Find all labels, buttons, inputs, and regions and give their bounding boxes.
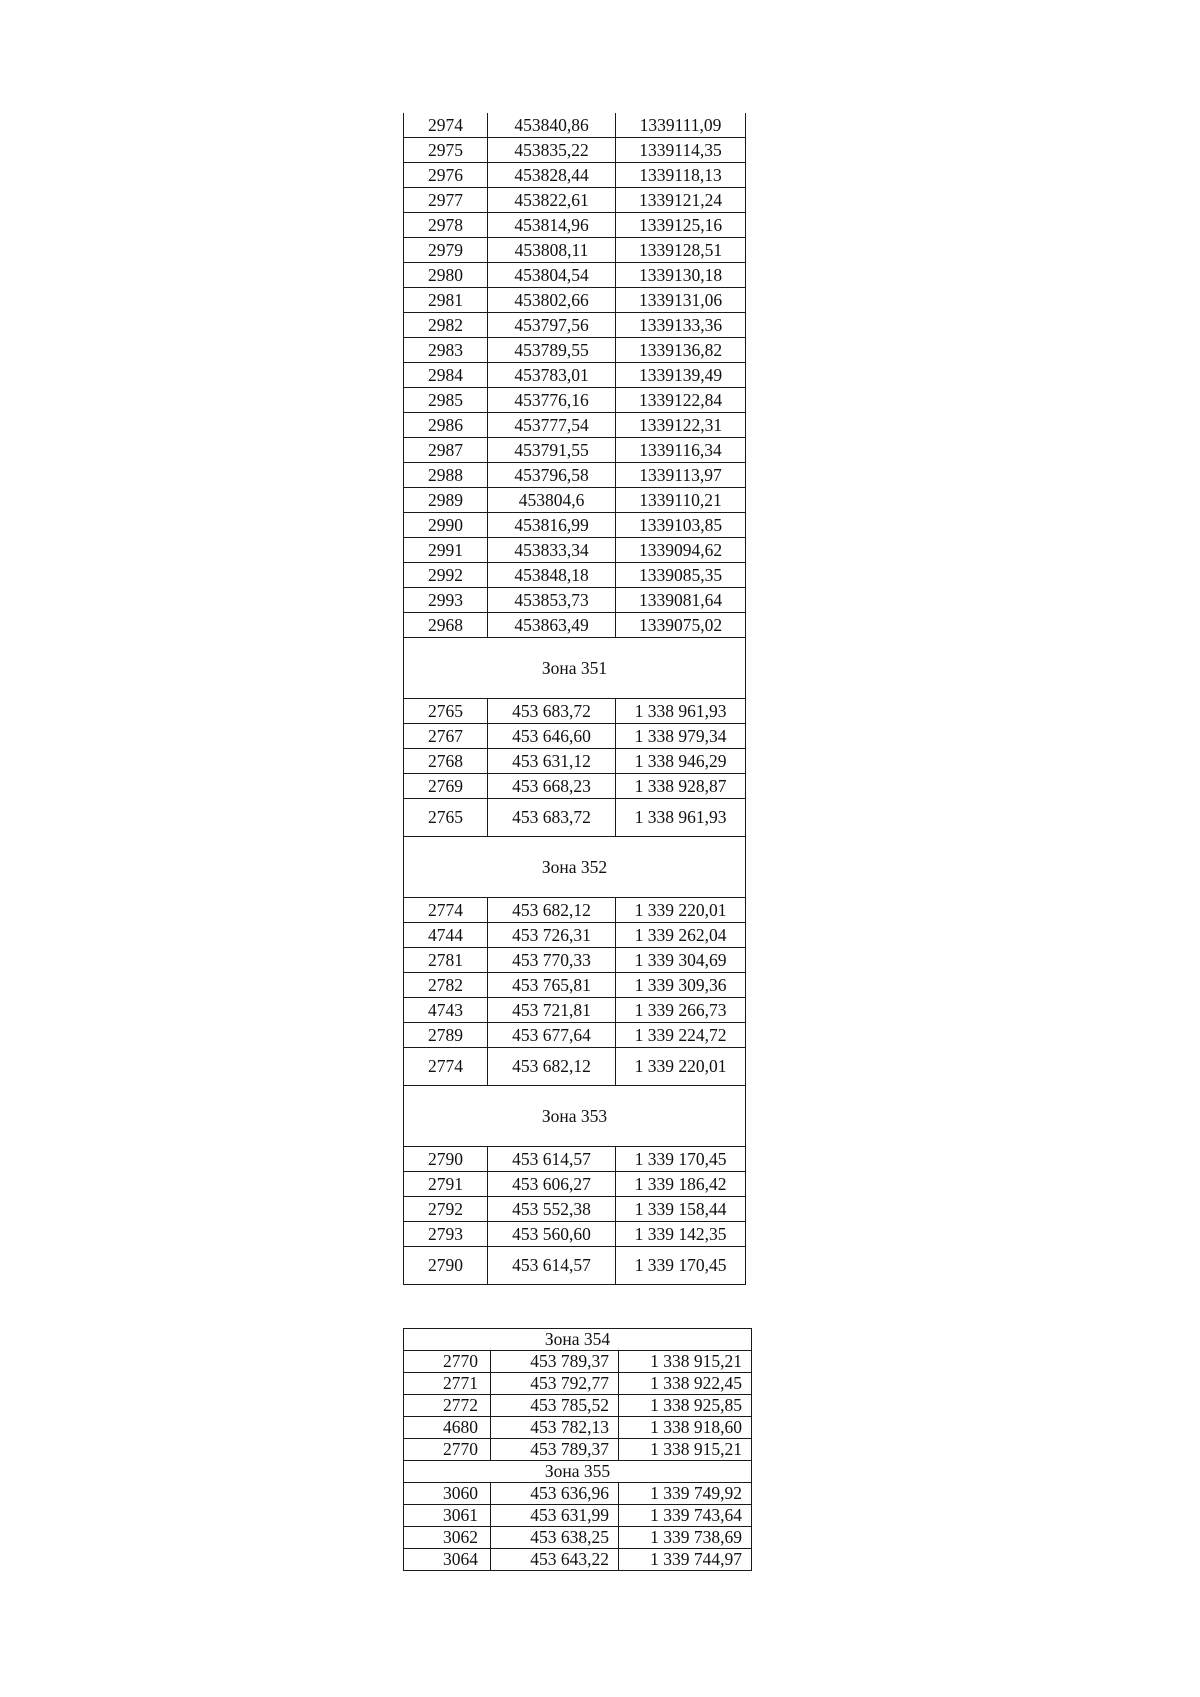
table-row xyxy=(404,188,746,213)
y-coordinate-cell: 1339122,84 xyxy=(616,388,746,413)
y-coordinate-cell: 1 339 220,01 xyxy=(616,1048,746,1086)
table-row xyxy=(404,1439,752,1461)
point-number-cell: 3062 xyxy=(404,1527,491,1549)
x-coordinate-cell: 453776,16 xyxy=(488,388,616,413)
point-number-cell: 2767 xyxy=(404,724,488,749)
point-number-cell: 2765 xyxy=(404,699,488,724)
x-coordinate-cell: 453 677,64 xyxy=(488,1023,616,1048)
table-row xyxy=(404,1247,746,1285)
table-row xyxy=(404,1483,752,1505)
zone-heading: Зона 355 xyxy=(404,1461,752,1483)
point-number-cell: 2976 xyxy=(404,163,488,188)
zone-heading-row xyxy=(404,1329,752,1351)
y-coordinate-cell: 1 338 915,21 xyxy=(619,1351,752,1373)
x-coordinate-cell: 453 614,57 xyxy=(488,1147,616,1172)
table-row xyxy=(404,313,746,338)
x-coordinate-cell: 453 726,31 xyxy=(488,923,616,948)
table-row xyxy=(404,263,746,288)
y-coordinate-cell: 1339131,06 xyxy=(616,288,746,313)
y-coordinate-cell: 1339136,82 xyxy=(616,338,746,363)
y-coordinate-cell: 1339125,16 xyxy=(616,213,746,238)
point-number-cell: 2980 xyxy=(404,263,488,288)
point-number-cell: 2772 xyxy=(404,1395,491,1417)
y-coordinate-cell: 1 338 925,85 xyxy=(619,1395,752,1417)
x-coordinate-cell: 453 560,60 xyxy=(488,1222,616,1247)
point-number-cell: 2774 xyxy=(404,1048,488,1086)
x-coordinate-cell: 453 782,13 xyxy=(491,1417,619,1439)
point-number-cell: 2793 xyxy=(404,1222,488,1247)
coordinates-table-compact-body xyxy=(404,1329,752,1571)
y-coordinate-cell: 1339094,62 xyxy=(616,538,746,563)
table-row xyxy=(404,538,746,563)
y-coordinate-cell: 1339133,36 xyxy=(616,313,746,338)
x-coordinate-cell: 453 552,38 xyxy=(488,1197,616,1222)
x-coordinate-cell: 453840,86 xyxy=(488,113,616,138)
table-row xyxy=(404,488,746,513)
point-number-cell: 2993 xyxy=(404,588,488,613)
point-number-cell: 2984 xyxy=(404,363,488,388)
table-row xyxy=(404,588,746,613)
table-row xyxy=(404,1549,752,1571)
x-coordinate-cell: 453 683,72 xyxy=(488,799,616,837)
x-coordinate-cell: 453 646,60 xyxy=(488,724,616,749)
y-coordinate-cell: 1 338 961,93 xyxy=(616,699,746,724)
point-number-cell: 2978 xyxy=(404,213,488,238)
y-coordinate-cell: 1 339 749,92 xyxy=(619,1483,752,1505)
x-coordinate-cell: 453 792,77 xyxy=(491,1373,619,1395)
point-number-cell: 2770 xyxy=(404,1351,491,1373)
y-coordinate-cell: 1339139,49 xyxy=(616,363,746,388)
point-number-cell: 4680 xyxy=(404,1417,491,1439)
y-coordinate-cell: 1339114,35 xyxy=(616,138,746,163)
y-coordinate-cell: 1 338 946,29 xyxy=(616,749,746,774)
y-coordinate-cell: 1 338 928,87 xyxy=(616,774,746,799)
y-coordinate-cell: 1 339 170,45 xyxy=(616,1147,746,1172)
y-coordinate-cell: 1339130,18 xyxy=(616,263,746,288)
y-coordinate-cell: 1339116,34 xyxy=(616,438,746,463)
coordinates-table xyxy=(403,113,746,1285)
x-coordinate-cell: 453797,56 xyxy=(488,313,616,338)
coordinates-table-compact xyxy=(403,1328,752,1571)
table-row xyxy=(404,1023,746,1048)
table-row xyxy=(404,1351,752,1373)
point-number-cell: 2974 xyxy=(404,113,488,138)
point-number-cell: 2771 xyxy=(404,1373,491,1395)
y-coordinate-cell: 1 339 309,36 xyxy=(616,973,746,998)
x-coordinate-cell: 453848,18 xyxy=(488,563,616,588)
table-row xyxy=(404,973,746,998)
table-row xyxy=(404,338,746,363)
point-number-cell: 2790 xyxy=(404,1147,488,1172)
x-coordinate-cell: 453853,73 xyxy=(488,588,616,613)
y-coordinate-cell: 1339122,31 xyxy=(616,413,746,438)
table-row xyxy=(404,1395,752,1417)
table-row xyxy=(404,363,746,388)
y-coordinate-cell: 1339075,02 xyxy=(616,613,746,638)
y-coordinate-cell: 1339085,35 xyxy=(616,563,746,588)
table-row xyxy=(404,1048,746,1086)
x-coordinate-cell: 453808,11 xyxy=(488,238,616,263)
table-row xyxy=(404,699,746,724)
y-coordinate-cell: 1 339 142,35 xyxy=(616,1222,746,1247)
y-coordinate-cell: 1 339 738,69 xyxy=(619,1527,752,1549)
table-row xyxy=(404,1197,746,1222)
zone-heading: Зона 352 xyxy=(404,837,746,898)
point-number-cell: 2981 xyxy=(404,288,488,313)
x-coordinate-cell: 453789,55 xyxy=(488,338,616,363)
table-row xyxy=(404,898,746,923)
y-coordinate-cell: 1 339 743,64 xyxy=(619,1505,752,1527)
point-number-cell: 3061 xyxy=(404,1505,491,1527)
x-coordinate-cell: 453791,55 xyxy=(488,438,616,463)
point-number-cell: 2789 xyxy=(404,1023,488,1048)
point-number-cell: 2990 xyxy=(404,513,488,538)
x-coordinate-cell: 453804,6 xyxy=(488,488,616,513)
y-coordinate-cell: 1339103,85 xyxy=(616,513,746,538)
y-coordinate-cell: 1 338 915,21 xyxy=(619,1439,752,1461)
y-coordinate-cell: 1339111,09 xyxy=(616,113,746,138)
zone-heading: Зона 351 xyxy=(404,638,746,699)
x-coordinate-cell: 453 770,33 xyxy=(488,948,616,973)
x-coordinate-cell: 453814,96 xyxy=(488,213,616,238)
table-row xyxy=(404,563,746,588)
point-number-cell: 2983 xyxy=(404,338,488,363)
x-coordinate-cell: 453 682,12 xyxy=(488,898,616,923)
x-coordinate-cell: 453802,66 xyxy=(488,288,616,313)
point-number-cell: 4744 xyxy=(404,923,488,948)
x-coordinate-cell: 453 682,12 xyxy=(488,1048,616,1086)
y-coordinate-cell: 1339118,13 xyxy=(616,163,746,188)
zone-heading-row xyxy=(404,1086,746,1147)
zone-heading-row xyxy=(404,837,746,898)
table-row xyxy=(404,238,746,263)
x-coordinate-cell: 453 643,22 xyxy=(491,1549,619,1571)
x-coordinate-cell: 453 789,37 xyxy=(491,1351,619,1373)
y-coordinate-cell: 1 339 170,45 xyxy=(616,1247,746,1285)
table-row xyxy=(404,463,746,488)
table-row xyxy=(404,724,746,749)
x-coordinate-cell: 453 631,12 xyxy=(488,749,616,774)
point-number-cell: 2986 xyxy=(404,413,488,438)
x-coordinate-cell: 453 785,52 xyxy=(491,1395,619,1417)
table-row xyxy=(404,1222,746,1247)
x-coordinate-cell: 453777,54 xyxy=(488,413,616,438)
table-row xyxy=(404,1505,752,1527)
y-coordinate-cell: 1339121,24 xyxy=(616,188,746,213)
table-row xyxy=(404,948,746,973)
x-coordinate-cell: 453 721,81 xyxy=(488,998,616,1023)
point-number-cell: 2968 xyxy=(404,613,488,638)
point-number-cell: 2790 xyxy=(404,1247,488,1285)
x-coordinate-cell: 453833,34 xyxy=(488,538,616,563)
y-coordinate-cell: 1339128,51 xyxy=(616,238,746,263)
point-number-cell: 2977 xyxy=(404,188,488,213)
x-coordinate-cell: 453 765,81 xyxy=(488,973,616,998)
point-number-cell: 3064 xyxy=(404,1549,491,1571)
table-row xyxy=(404,138,746,163)
zone-heading-row xyxy=(404,638,746,699)
y-coordinate-cell: 1339113,97 xyxy=(616,463,746,488)
table-row xyxy=(404,774,746,799)
y-coordinate-cell: 1 339 744,97 xyxy=(619,1549,752,1571)
x-coordinate-cell: 453816,99 xyxy=(488,513,616,538)
x-coordinate-cell: 453 668,23 xyxy=(488,774,616,799)
table-row xyxy=(404,799,746,837)
y-coordinate-cell: 1 339 158,44 xyxy=(616,1197,746,1222)
x-coordinate-cell: 453 631,99 xyxy=(491,1505,619,1527)
y-coordinate-cell: 1 339 224,72 xyxy=(616,1023,746,1048)
x-coordinate-cell: 453796,58 xyxy=(488,463,616,488)
zone-heading: Зона 354 xyxy=(404,1329,752,1351)
table-row xyxy=(404,1172,746,1197)
point-number-cell: 2989 xyxy=(404,488,488,513)
x-coordinate-cell: 453835,22 xyxy=(488,138,616,163)
point-number-cell: 2982 xyxy=(404,313,488,338)
table-row xyxy=(404,388,746,413)
x-coordinate-cell: 453828,44 xyxy=(488,163,616,188)
y-coordinate-cell: 1 339 266,73 xyxy=(616,998,746,1023)
y-coordinate-cell: 1339081,64 xyxy=(616,588,746,613)
x-coordinate-cell: 453 606,27 xyxy=(488,1172,616,1197)
point-number-cell: 2975 xyxy=(404,138,488,163)
x-coordinate-cell: 453 638,25 xyxy=(491,1527,619,1549)
table-row xyxy=(404,213,746,238)
point-number-cell: 2992 xyxy=(404,563,488,588)
table-row xyxy=(404,513,746,538)
point-number-cell: 2768 xyxy=(404,749,488,774)
coordinates-table-body xyxy=(404,113,746,1285)
point-number-cell: 2774 xyxy=(404,898,488,923)
point-number-cell: 2769 xyxy=(404,774,488,799)
point-number-cell: 4743 xyxy=(404,998,488,1023)
table-row xyxy=(404,998,746,1023)
y-coordinate-cell: 1 339 262,04 xyxy=(616,923,746,948)
table-row xyxy=(404,438,746,463)
point-number-cell: 3060 xyxy=(404,1483,491,1505)
y-coordinate-cell: 1 339 220,01 xyxy=(616,898,746,923)
point-number-cell: 2791 xyxy=(404,1172,488,1197)
x-coordinate-cell: 453 636,96 xyxy=(491,1483,619,1505)
point-number-cell: 2781 xyxy=(404,948,488,973)
table-row xyxy=(404,113,746,138)
table-row xyxy=(404,923,746,948)
x-coordinate-cell: 453822,61 xyxy=(488,188,616,213)
point-number-cell: 2782 xyxy=(404,973,488,998)
table-row xyxy=(404,613,746,638)
x-coordinate-cell: 453 614,57 xyxy=(488,1247,616,1285)
zone-heading-row xyxy=(404,1461,752,1483)
zone-heading: Зона 353 xyxy=(404,1086,746,1147)
table-row xyxy=(404,1527,752,1549)
y-coordinate-cell: 1 338 979,34 xyxy=(616,724,746,749)
point-number-cell: 2770 xyxy=(404,1439,491,1461)
y-coordinate-cell: 1 339 304,69 xyxy=(616,948,746,973)
table-row xyxy=(404,163,746,188)
x-coordinate-cell: 453804,54 xyxy=(488,263,616,288)
y-coordinate-cell: 1 338 918,60 xyxy=(619,1417,752,1439)
table-row xyxy=(404,1373,752,1395)
point-number-cell: 2987 xyxy=(404,438,488,463)
y-coordinate-cell: 1 338 922,45 xyxy=(619,1373,752,1395)
point-number-cell: 2979 xyxy=(404,238,488,263)
table-row xyxy=(404,1147,746,1172)
point-number-cell: 2988 xyxy=(404,463,488,488)
y-coordinate-cell: 1339110,21 xyxy=(616,488,746,513)
y-coordinate-cell: 1 338 961,93 xyxy=(616,799,746,837)
point-number-cell: 2792 xyxy=(404,1197,488,1222)
x-coordinate-cell: 453 683,72 xyxy=(488,699,616,724)
point-number-cell: 2765 xyxy=(404,799,488,837)
table-row xyxy=(404,1417,752,1439)
table-row xyxy=(404,749,746,774)
x-coordinate-cell: 453 789,37 xyxy=(491,1439,619,1461)
table-row xyxy=(404,413,746,438)
point-number-cell: 2985 xyxy=(404,388,488,413)
x-coordinate-cell: 453863,49 xyxy=(488,613,616,638)
x-coordinate-cell: 453783,01 xyxy=(488,363,616,388)
point-number-cell: 2991 xyxy=(404,538,488,563)
table-row xyxy=(404,288,746,313)
y-coordinate-cell: 1 339 186,42 xyxy=(616,1172,746,1197)
